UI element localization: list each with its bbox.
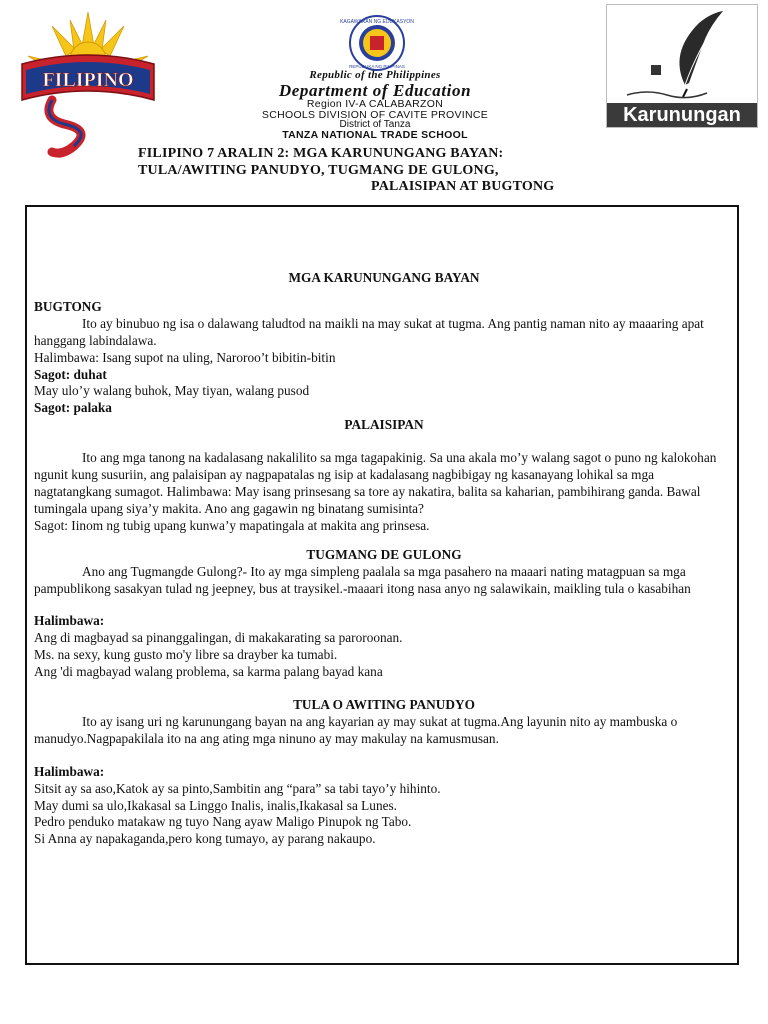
karunungan-logo: [606, 4, 758, 128]
lesson-title-line-3: PALAISIPAN AT BUGTONG: [371, 179, 555, 194]
bugtong-answer-1: Sagot: duhat: [34, 366, 107, 382]
tugmang-heading: TUGMANG DE GULONG: [306, 546, 462, 562]
tugmang-line: Ang di magbayad sa pinanggalingan, di makakarating sa paroroonan.: [34, 630, 403, 646]
tugmang-example-label: Halimbawa:: [34, 613, 105, 629]
svg-text:REPUBLIKA NG PILIPINAS: REPUBLIKA NG PILIPINAS: [349, 64, 405, 69]
tula-line: Si Anna ay napakaganda,pero kong tumayo, ay parang nakaupo.: [34, 831, 376, 847]
tula-line: Sitsit ay sa aso,Katok ay sa pinto,Sambitin ang “para” sa tabi tayo’y hihinto.: [34, 780, 441, 796]
lesson-title: [138, 146, 554, 196]
division-line: SCHOOLS DIVISION OF CAVITE PROVINCE: [261, 108, 489, 121]
lesson-title-line-2: TULA/AWITING PANUDYO, TUGMANG DE GULONG,: [138, 162, 499, 178]
karunungan-label: Karunungan: [607, 103, 757, 127]
palaisipan-answer: Sagot: Iinom ng tubig upang kunwa’y mapatingala at makita ang prinsesa.: [34, 517, 430, 533]
palaisipan-heading: PALAISIPAN: [344, 417, 424, 433]
deped-line: Department of Education: [278, 81, 472, 100]
bugtong-heading: BUGTONG: [34, 298, 102, 314]
bugtong-answer-2: Sagot: palaka: [34, 400, 112, 416]
bugtong-example-2: May ulo’y walang buhok, May tiyan, walang pusod: [34, 383, 310, 399]
deped-seal-icon: [334, 14, 420, 72]
school-line: TANZA NATIONAL TRADE SCHOOL: [282, 129, 468, 141]
bugtong-definition: Ito ay binubuo ng isa o dalawang taludtod na maikli na may sukat at tugma. Ang pantig naman nito ay maaaring apat hanggang labindalawa.: [34, 315, 704, 348]
main-heading: MGA KARUNUNGANG BAYAN: [288, 270, 480, 285]
tula-example-label: Halimbawa:: [34, 763, 105, 779]
quill-pen-icon: [607, 5, 757, 103]
district-line: District of Tanza: [339, 119, 411, 130]
tula-line: May dumi sa ulo,Ikakasal sa Linggo Inalis, inalis,Ikakasal sa Lunes.: [34, 797, 397, 813]
lesson-title-line-1: FILIPINO 7 ARALIN 2: MGA KARUNUNGANG BAYAN:: [138, 146, 504, 161]
tula-definition: Ito ay isang uri ng karunungang bayan na ang kayarian ay may sukat at tugma.Ang layunin nito ay mambuska o manudyo.Nagpapakilala ito na ang ating mga ninuno ay may makulay na kamusmusan.: [34, 713, 678, 746]
tula-heading: TULA O AWITING PANUDYO: [293, 697, 475, 713]
tugmang-line: Ms. na sexy, kung gusto mo'y libre sa drayber ka tumabi.: [34, 647, 338, 663]
republic-line: Republic of the Philippines: [309, 69, 441, 81]
tugmang-line: Ang 'di magbayad walang problema, sa karma palang bayad kana: [34, 664, 383, 680]
palaisipan-definition: Ito ang mga tanong na kadalasang nakalilito sa mga tagapakinig. Sa una akala mo’y walang sagot o puno ng kalokohan ngunit kung susuriin, ang palaisipan ay nagpapatalas ng isip at kadalasang nagbibigay ng kasanayang lohikal sa mga nagtatangkang sumagot. Halimbawa: May isang prinsesang sa tore ay nakatira, balita sa kaharian, pambihirang ganda. Bawal tumingala upang siya’y makita. Ano ang gagawin ng binatang sumisinta?: [34, 450, 717, 516]
deped-header: [200, 70, 550, 141]
content-body: [34, 270, 734, 848]
tula-line: Pedro penduko matakaw ng tuyo Nang ayaw Maligo Pinupok ng Tabo.: [34, 814, 412, 830]
region-line: Region IV-A CALABARZON: [306, 98, 444, 110]
tugmang-definition: Ano ang Tugmangde Gulong?- Ito ay mga simpleng paalala sa mga pasahero na maaari nating matagpuan sa mga pampublikong sasakyan tulad ng jeepney, bus at traysikel.-maaari itong nasa anyo ng salawikain, maikling tula o kasabihan: [34, 563, 691, 596]
svg-text:FILIPINO: FILIPINO: [42, 69, 134, 91]
filipino-logo: [12, 6, 164, 158]
svg-text:KAGAWARAN NG EDUKASYON: KAGAWARAN NG EDUKASYON: [340, 19, 414, 25]
bugtong-example-1: Halimbawa: Isang supot na uling, Naroroo’t bibitin-bitin: [34, 349, 336, 365]
